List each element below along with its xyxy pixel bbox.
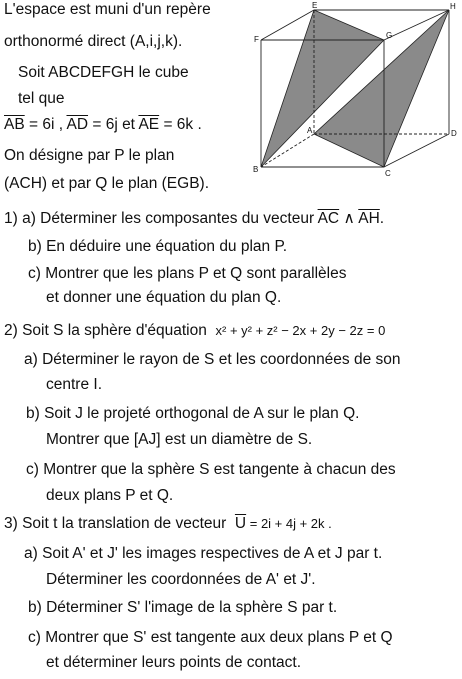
sphere-equation: x² + y² + z² − 2x + 2y − 2z = 0 [215,323,386,338]
q1-a-text: 1) a) Déterminer les composantes du vecteur [4,210,315,227]
vertex-e: E [312,1,318,10]
q3-head-text: 3) Soit t la translation de vecteur [4,515,227,532]
q2-a-line-2: centre I. [46,376,102,393]
intro-line-1: L'espace est muni d'un repère [4,1,211,18]
q3-b: b) Déterminer S' l'image de la sphère S par t. [28,599,338,616]
vertex-h: H [450,2,456,11]
q3-c-line-1: c) Montrer que S' est tangente aux deux plans P et Q [28,629,393,646]
vertex-f: F [254,35,259,44]
q2-b-line-2: Montrer que [AJ] est un diamètre de S. [46,431,313,448]
vector-ah: $\overline{AH}$ [358,210,380,227]
q1-a-end: . [379,210,385,227]
q2-c-line-1: c) Montrer que la sphère S est tangente à chacun des [26,461,396,478]
q3-a-line-2: Déterminer les coordonnées de A' et J'. [46,571,316,588]
q3-c-line-2: et déterminer leurs points de contact. [46,654,302,671]
vector-ae: $\overline{AE}$ [138,116,160,133]
q1-b: b) En déduire une équation du plan P. [28,238,288,255]
intro-line-5 [4,115,202,134]
vertex-g: G [386,31,393,40]
q2-head [4,321,385,340]
vertex-d: D [451,129,457,138]
q2-b-line-1: b) Soit J le projeté orthogonal de A sur le plan Q. [26,405,360,422]
q2-c-line-2: deux plans P et Q. [46,487,174,504]
intro-line-4: tel que [18,90,65,107]
vector-ae-value: = 6k . [159,116,202,133]
intro-line-2 [4,32,182,51]
q1-a [4,209,384,228]
intro-line-7: (ACH) et par Q le plan (EGB). [4,175,210,192]
q3-head [4,514,332,533]
intro-line-3: Soit ABCDEFGH le cube [18,64,189,81]
vertex-c: C [385,169,391,178]
cube-figure [244,2,456,180]
q1-c-line-1: c) Montrer que les plans P et Q sont parallèles [28,265,347,282]
vector-ac: $\overline{AC}$ [317,210,340,227]
vector-u: $\overline{U}$ [234,515,247,532]
vector-ab: $\overline{AB}$ [4,116,25,133]
vector-u-value: = 2i + 4j + 2k . [246,516,332,531]
vector-ab-value: = 6i , [24,116,64,133]
q2-a-line-1: a) Déterminer le rayon de S et les coordonnées de son [24,351,401,368]
vector-ad-value: = 6j et [88,116,135,133]
q2-head-text: 2) Soit S la sphère d'équation [4,322,207,339]
intro-line-2a: orthonormé direct [4,33,126,50]
intro-line-6: On désigne par P le plan [4,147,175,164]
vertex-b: B [253,165,259,174]
q3-a-line-1: a) Soit A' et J' les images respectives de A et J par t. [24,545,383,562]
vector-ad: $\overline{AD}$ [66,116,89,133]
vertex-a: A [307,126,313,135]
q1-c-line-2: et donner une équation du plan Q. [46,289,282,306]
cross-product-sign: ∧ [339,210,359,227]
frame-notation: (A,i,j,k). [129,33,183,50]
